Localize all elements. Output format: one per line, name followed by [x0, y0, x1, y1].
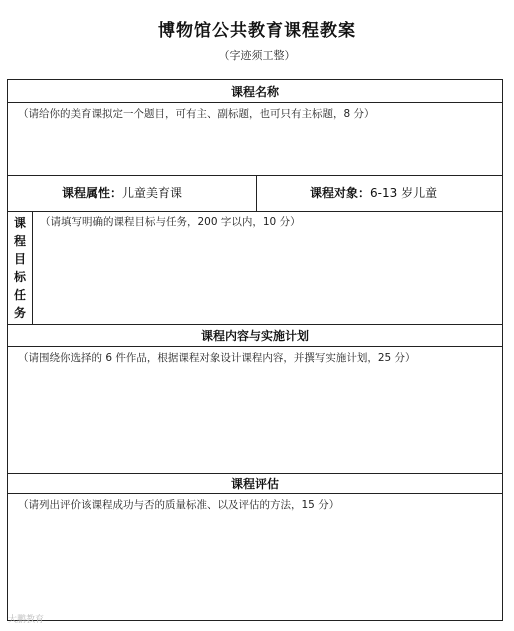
divider [8, 211, 502, 212]
divider [256, 175, 257, 211]
page-subtitle: （字迹须工整） [218, 49, 296, 62]
objectives-instruction: （请填写明确的课程目标与任务，200 字以内，10 分） [40, 216, 301, 228]
lesson-plan-form [7, 79, 503, 621]
course-audience-value: 6-13 岁儿童 [370, 186, 438, 200]
divider [8, 493, 502, 494]
evaluation-instruction: （请列出评价该课程成功与否的质量标准、以及评估的方法，15 分） [18, 499, 340, 511]
evaluation-header: 课程评估 [230, 477, 279, 491]
course-type-field [62, 176, 182, 210]
course-audience-label: 课程对象： [310, 186, 371, 200]
course-name-instruction: （请给你的美育课拟定一个题目，可有主、副标题，也可只有主标题，8 分） [18, 108, 375, 120]
course-audience-field [310, 176, 437, 210]
divider [8, 102, 502, 103]
watermark: 大鹏教育 [8, 615, 45, 625]
course-name-header: 课程名称 [230, 85, 279, 99]
content-plan-header: 课程内容与实施计划 [200, 329, 309, 343]
content-plan-instruction: （请围绕你选择的 6 件作品，根据课程对象设计课程内容，并撰写实施计划，25 分） [18, 352, 416, 364]
page-title: 博物馆公共教育课程教案 [158, 21, 356, 41]
course-type-label: 课程属性： [62, 186, 123, 200]
divider [8, 346, 502, 347]
divider [8, 324, 502, 325]
objectives-vertical-label: 课 程 目 标 任 务 [13, 216, 26, 320]
course-type-value: 儿童美育课 [122, 186, 183, 200]
divider [32, 211, 33, 324]
